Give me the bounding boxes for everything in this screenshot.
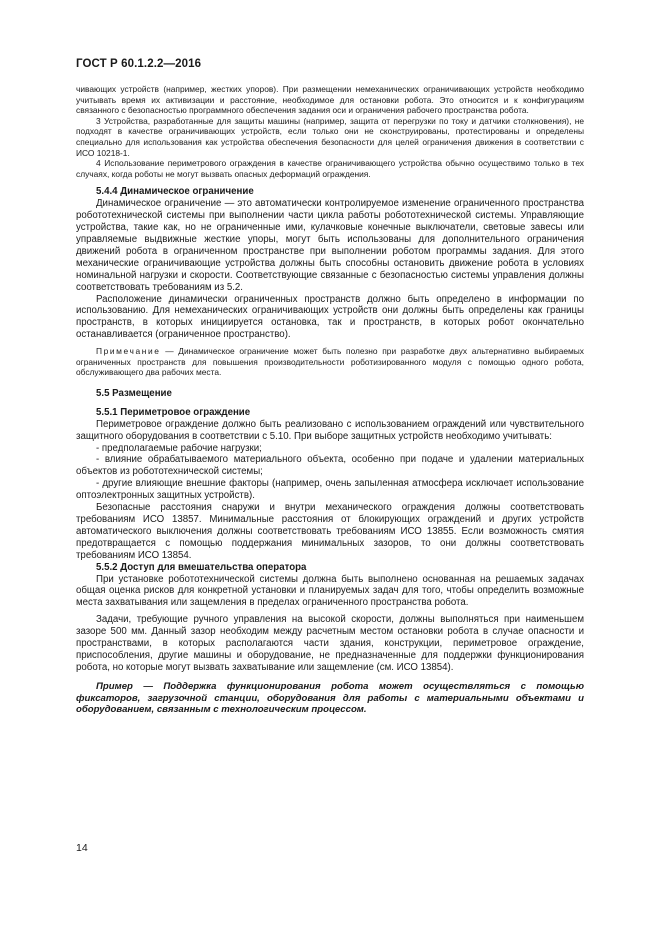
section-heading-5-5: 5.5 Размещение	[96, 387, 172, 399]
note-continuation: чивающих устройств (например, жестких упоров). При размещении немеханических ограничивающих устройств необходимо учитывать время их активизации и расстояние, необходимое для остановки робота. Это относится и к конфигурациям связанного с безопасностью программного обеспечения задания оси и ограничения рабочего пространства робота.	[76, 84, 584, 116]
section-heading-5-5-2: 5.5.2 Доступ для вмешательства оператора	[96, 561, 307, 573]
section-heading-5-5-1: 5.5.1 Периметровое ограждение	[96, 406, 251, 418]
note-text: — Динамическое ограничение может быть полезно при разработке двух альтернативно выбираемых ограниченных пространств для повышения производительности роботизированного модуля с помощью одного робота, обслуживающего два рабочих места.	[76, 346, 584, 378]
note-label: Примечание	[96, 346, 161, 357]
document-header: ГОСТ Р 60.1.2.2—2016	[76, 58, 202, 70]
list-item: - другие влияющие внешние факторы (например, очень запыленная атмосфера исключает использование оптоэлектронных защитных устройств).	[76, 478, 584, 502]
example-text: Пример — Поддержка функционирования робота может осуществляться с помощью фиксаторов, загрузочной станции, оборудования для работы с материальными объектами и оборудованием, связанным с технологическим процессом.	[76, 680, 584, 716]
note-3: 3 Устройства, разработанные для защиты машины (например, защита от перегрузки по току и датчики столкновения), не подходят в качестве ограничивающих устройств, если только они не сконструированы, протестированы и определены специально для использования как устройства обеспечения безопасности для целей ограничения движения в соответствии с ИСО 10218-1.	[76, 115, 584, 158]
page-content	[76, 84, 584, 716]
paragraph: Безопасные расстояния снаружи и внутри механического ограждения должны соответствовать требованиям ИСО 13857. Минимальные расстояния от блокирующих ограждений и других устройств автоматического выключения должны соответствовать требованиям ИСО 13855. Если возможность смятия предотвращается с помощью поддержания минимальных зазоров, то они должны соответствовать требованиям ИСО 13854.	[76, 502, 584, 561]
list-item: - предполагаемые рабочие нагрузки;	[96, 442, 262, 454]
section-heading-5-4-4: 5.4.4 Динамическое ограничение	[96, 186, 254, 198]
paragraph: Расположение динамически ограниченных пространств должно быть определено в информации по использованию. Для немеханических ограничивающих устройств они должны быть определены как границы пространств, в которых инициируется остановка, так и пространств, в которых робот окончательно останавливается (ограниченное пространство).	[76, 293, 584, 341]
paragraph: Динамическое ограничение — это автоматически контролируемое изменение ограниченного пространства робототехнической системы при выполнении части цикла работы робототехнической системы. Управляющие устройства, такие как, но не ограниченные ими, кулачковые конечные выключатели, световые завесы или управляемые выдвижные жесткие упоры, могут быть использованы для дополнительного ограничения движений робота в ограниченном пространстве при выполнении роботом программы задания. Для этого механические ограничивающие устройства должны быть способны остановить движение робота в условиях номинальной нагрузки и скорости. Соответствующие связанные с безопасностью системы управления должны соответствовать требованиям из 5.2.	[76, 198, 584, 293]
note-4: 4 Использование периметрового ограждения в качестве ограничивающего устройства обычно осуществимо только в тех случаях, когда роботы не могут вызвать опасных деформаций ограждения.	[76, 158, 584, 179]
note-dynamic-limit	[76, 346, 584, 378]
page-number: 14	[76, 842, 88, 854]
paragraph: Периметровое ограждение должно быть реализовано с использованием ограждений или чувствительного защитного оборудования в соответствии с 5.10. При выборе защитных устройств необходимо учитывать:	[76, 418, 584, 442]
list-item: - влияние обрабатываемого материального объекта, особенно при подаче и удалении материальных объектов из робототехнической системы;	[76, 454, 584, 478]
paragraph: При установке робототехнической системы должна быть выполнено основанная на решаемых задачах общая оценка рисков для конкретной установки и планируемых задач для того, чтобы определить возможные места захватывания или защемления в пределах ограниченного пространства робота.	[76, 573, 584, 609]
paragraph: Задачи, требующие ручного управления на высокой скорости, должны выполняться при наименьшем зазоре 500 мм. Данный зазор необходим между расчетным местом остановки робота в случае опасности и пространствами, в которых располагаются части здания, конструкции, периметровое ограждение, приспособления, другие машины и оборудование, не предназначенные для поддержки функционирования робота, но которые могут вызвать захватывание или защемление (см. ИСО 13854).	[76, 614, 584, 673]
